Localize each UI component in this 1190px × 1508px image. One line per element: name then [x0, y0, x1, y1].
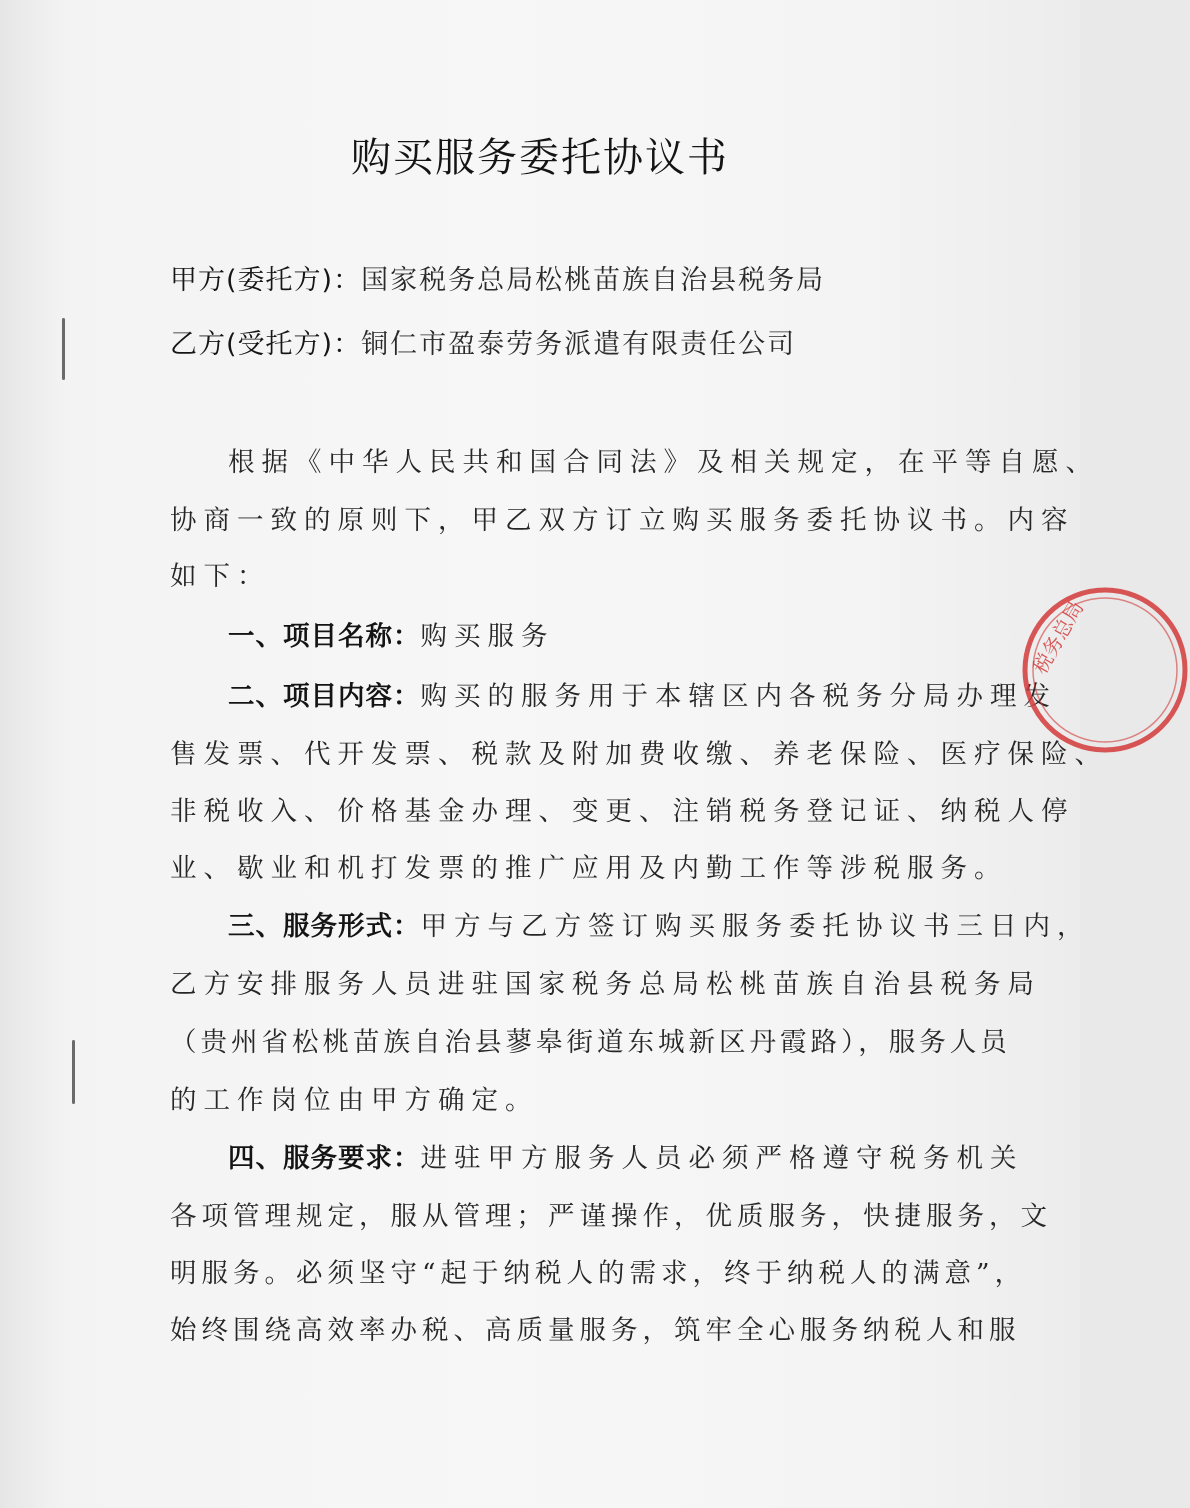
section-2-heading: 二、项目内容： — [228, 681, 421, 712]
section-4-line-3: 明服务。必须坚守“起于纳税人的需求，终于纳税人的满意”， — [170, 1258, 1027, 1289]
svg-text:税务总局: 税务总局 — [1027, 596, 1089, 678]
binding-mark-top — [62, 318, 65, 380]
section-2-line-2: 售发票、代开发票、税款及附加费收缴、养老保险、医疗保险、 — [170, 739, 1108, 770]
section-3-line-2: 乙方安排服务人员进驻国家税务总局松桃苗族自治县税务局 — [170, 969, 1041, 1000]
party-b-value: 铜仁市盈泰劳务派遣有限责任公司 — [361, 329, 797, 360]
section-1-heading: 一、项目名称： — [228, 621, 421, 652]
section-4-line-2: 各项管理规定，服从管理；严谨操作，优质服务，快捷服务，文 — [170, 1201, 1052, 1232]
document-title: 购买服务委托协议书 — [351, 135, 729, 181]
section-3-first-text: 甲方与乙方签订购买服务委托协议书三日内， — [420, 911, 1091, 942]
section-2-first-text: 购买的服务用于本辖区内各税务分局办理发 — [420, 681, 1057, 712]
section-3-heading: 三、服务形式： — [228, 911, 421, 942]
official-seal-icon — [1020, 585, 1190, 755]
intro-line-1: 根据《中华人民共和国合同法》及相关规定，在平等自愿、 — [228, 447, 1099, 478]
section-3-first-line — [228, 904, 1091, 943]
party-a-label: 甲方(委托方)： — [170, 265, 362, 296]
intro-line-3: 如下： — [170, 561, 271, 592]
section-4-first-line — [228, 1136, 1024, 1175]
party-b-line — [170, 322, 796, 361]
party-a-line — [170, 258, 825, 297]
section-2-line-4: 业、歇业和机打发票的推广应用及内勤工作等涉税服务。 — [170, 853, 1008, 884]
section-1-text: 购买服务 — [420, 621, 555, 652]
party-a-value: 国家税务总局松桃苗族自治县税务局 — [361, 265, 826, 296]
section-1 — [228, 614, 555, 653]
section-4-heading: 四、服务要求： — [228, 1143, 421, 1174]
section-3-line-3: （贵州省松桃苗族自治县蓼皋街道东城新区丹霞路），服务人员 — [170, 1027, 1011, 1058]
section-2-line-3: 非税收入、价格基金办理、变更、注销税务登记证、纳税人停 — [170, 796, 1075, 827]
section-3-line-4: 的工作岗位由甲方确定。 — [170, 1085, 539, 1116]
binding-mark-bottom — [72, 1040, 75, 1104]
party-b-label: 乙方(受托方)： — [170, 329, 362, 360]
intro-line-2: 协商一致的原则下，甲乙双方订立购买服务委托协议书。内容 — [170, 505, 1075, 536]
section-4-first-text: 进驻甲方服务人员必须严格遵守税务机关 — [420, 1143, 1024, 1174]
section-4-line-4: 始终围绕高效率办税、高质量服务，筑牢全心服务纳税人和服 — [170, 1315, 1021, 1346]
section-2-first-line — [228, 674, 1057, 713]
